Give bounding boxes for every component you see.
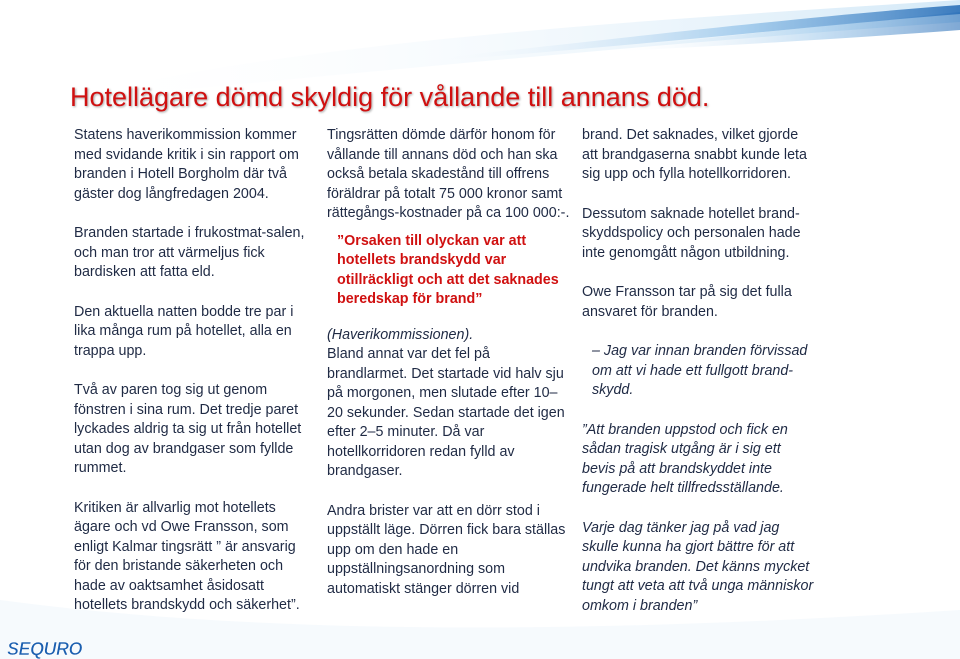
column-2 — [327, 126, 572, 599]
paragraph: Bland annat var det fel på brandlarmet. Det startade vid halv sju på morgonen, men slutade efter 10–20 sekunder. Sedan startade det igen efter 2–5 minuter. Då var hotellkorridoren redan fylld av brandgaser. — [327, 346, 565, 479]
svg-text:SEQURO: SEQURO — [7, 639, 83, 659]
paragraph: Andra brister var att en dörr stod i uppställt läge. Dörren fick bara ställas upp om den hade en uppställningsanordning som automatiskt stänger dörren vid — [327, 502, 566, 597]
paragraph: Owe Fransson tar på sig det fulla ansvaret för branden. — [582, 284, 792, 320]
paragraph: Den aktuella natten bodde tre par i lika många rum på hotellet, alla en trappa upp. — [74, 303, 294, 359]
page-title: Hotellägare dömd skyldig för vållande till annans död. — [70, 82, 710, 112]
paragraph: Branden startade i frukostmat-salen, och man tror att värmeljus fick bardisken att fatta eld. — [74, 225, 305, 280]
paragraph: Kritiken är allvarlig mot hotellets ägare och vd Owe Fransson, som enligt Kalmar tingsrätt ” är ansvarig för den bristande säkerheten och hade av oaktsamhet åsidosatt hotellets brandskydd och säkerhet”. — [74, 499, 300, 613]
paragraph: Dessutom saknade hotellet brand-skyddspolicy och personalen hade inte genomgått någon utbildning. — [582, 205, 801, 261]
quote: Varje dag tänker jag på vad jag skulle kunna ha gjort bättre för att undvika branden. Det känns mycket tungt att veta att två unga människor omkom i branden” — [582, 519, 814, 614]
sequro-logo — [6, 637, 92, 659]
quote: ”Att branden uppstod och fick en sådan tragisk utgång är i sig ett bevis på att brandskyddet inte fungerade helt tillfredsställande. — [582, 421, 788, 496]
paragraph: Tingsrätten dömde därför honom för vållande till annans död och han ska också betala skadestånd till offrens föräldrar på totalt 75 000 kronor samt rättegångs-kostnader på ca 100 000:-. — [327, 127, 570, 221]
column-3 — [582, 126, 817, 616]
quote: – Jag var innan branden förvissad om att vi hade ett fullgott brand-skydd. — [592, 343, 808, 398]
quote-source: (Haverikommissionen). — [327, 326, 474, 343]
highlighted-quote: ”Orsaken till olyckan var att hotellets brandskydd var otillräckligt och att det saknades beredskap för brand” — [337, 232, 559, 307]
column-1 — [74, 126, 314, 616]
paragraph: brand. Det saknades, vilket gjorde att brandgaserna snabbt kunde leta sig upp och fylla hotellkorridoren. — [582, 127, 807, 182]
paragraph: Statens haverikommission kommer med svidande kritik i sin rapport om branden i Hotell Borgholm där två gäster dog långfredagen 2004. — [74, 127, 299, 202]
paragraph: Två av paren tog sig ut genom fönstren i sina rum. Det tredje paret lyckades aldrig ta sig ut från hotellet utan dog av brandgaser som fyllde rummet. — [74, 382, 302, 476]
